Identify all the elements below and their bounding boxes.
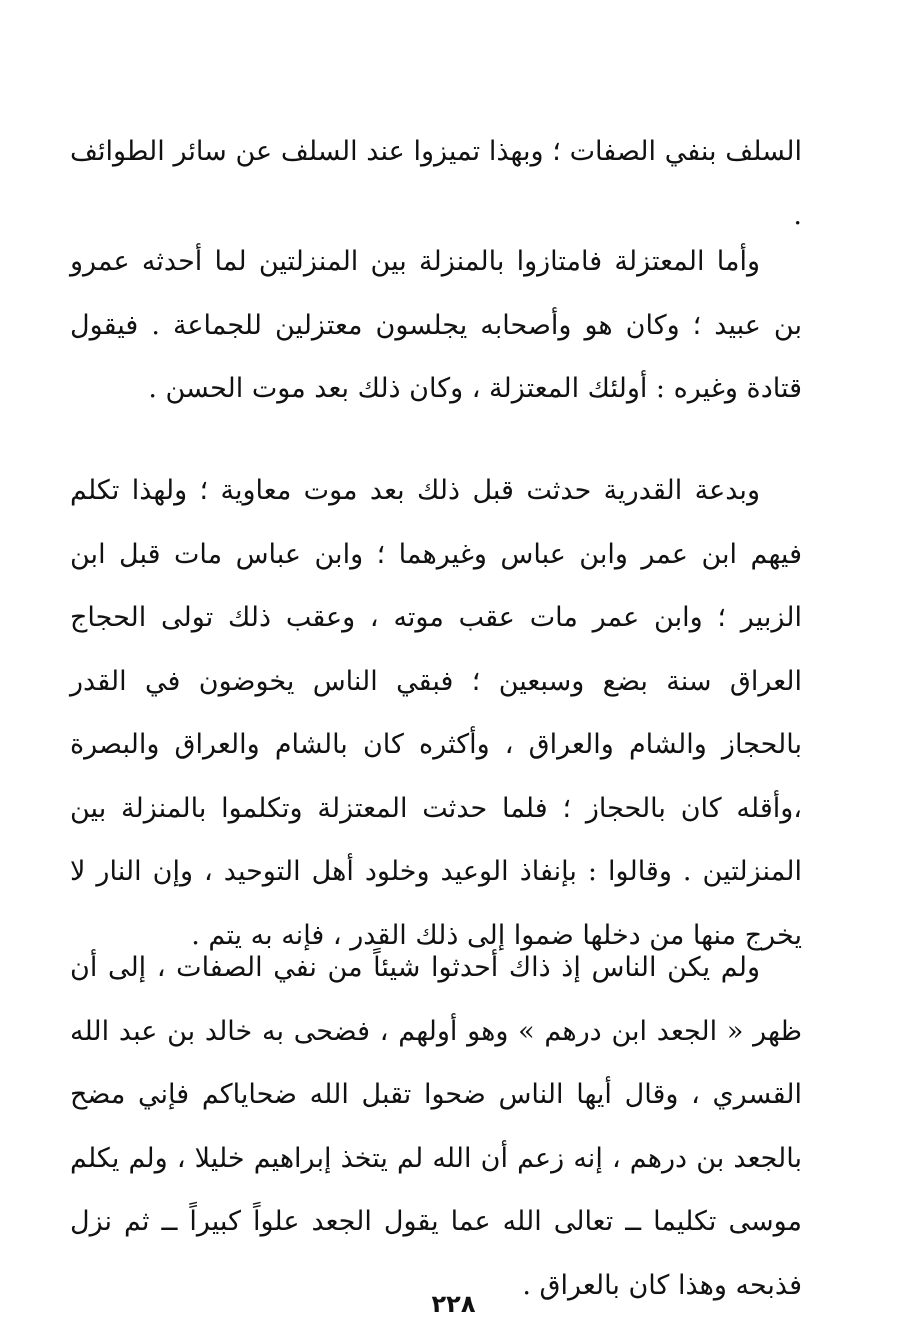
paragraph-2-text: وأما المعتزلة فامتازوا بالمنزلة بين المنزلتين لما أحدثه عمرو بن عبيد ؛ وكان هو وأصحابه يجلسون معتزلين للجماعة . فيقول قتادة وغيره : أولئك المعتزلة ، وكان ذلك بعد موت الحسن . xyxy=(70,246,802,404)
paragraph-4-text: ولم يكن الناس إذ ذاك أحدثوا شيئاً من نفي الصفات ، إلى أن ظهر « الجعد ابن درهم » وهو أولهم ، فضحى به خالد بن عبد الله القسري ، وقال أيها الناس ضحوا تقبل الله ضحاياكم فإني مضح بالجعد بن درهم ، إنه زعم أن الله لم يتخذ إبراهيم خليلا ، ولم يكلم موسى تكليما ــ تعالى الله عما يقول الجعد علواً كبيراً ــ ثم نزل فذبحه وهذا كان بالعراق . xyxy=(70,952,802,1301)
page-number: ٢٢٨ xyxy=(431,1290,476,1318)
paragraph-1 xyxy=(70,120,802,247)
paragraph-2 xyxy=(70,230,802,421)
paragraph-1-text: السلف بنفي الصفات ؛ وبهذا تميزوا عند السلف عن سائر الطوائف . xyxy=(70,136,802,231)
paragraph-3 xyxy=(70,459,802,967)
paragraph-3-text: وبدعة القدرية حدثت قبل ذلك بعد موت معاوية ؛ ولهذا تكلم فيهم ابن عمر وابن عباس وغيرهما ؛ وابن عباس مات قبل ابن الزبير ؛ وابن عمر مات عقب موته ، وعقب ذلك تولى الحجاج العراق سنة بضع وسبعين ؛ فبقي الناس يخوضون في القدر بالحجاز والشام والعراق ، وأكثره كان بالشام والعراق والبصرة ،وأقله كان بالحجاز ؛ فلما حدثت المعتزلة وتكلموا بالمنزلة بين المنزلتين . وقالوا : بإنفاذ الوعيد وخلود أهل التوحيد ، وإن النار لا يخرج منها من دخلها ضموا إلى ذلك القدر ، فإنه به يتم . xyxy=(70,475,802,951)
paragraph-4 xyxy=(70,936,802,1317)
